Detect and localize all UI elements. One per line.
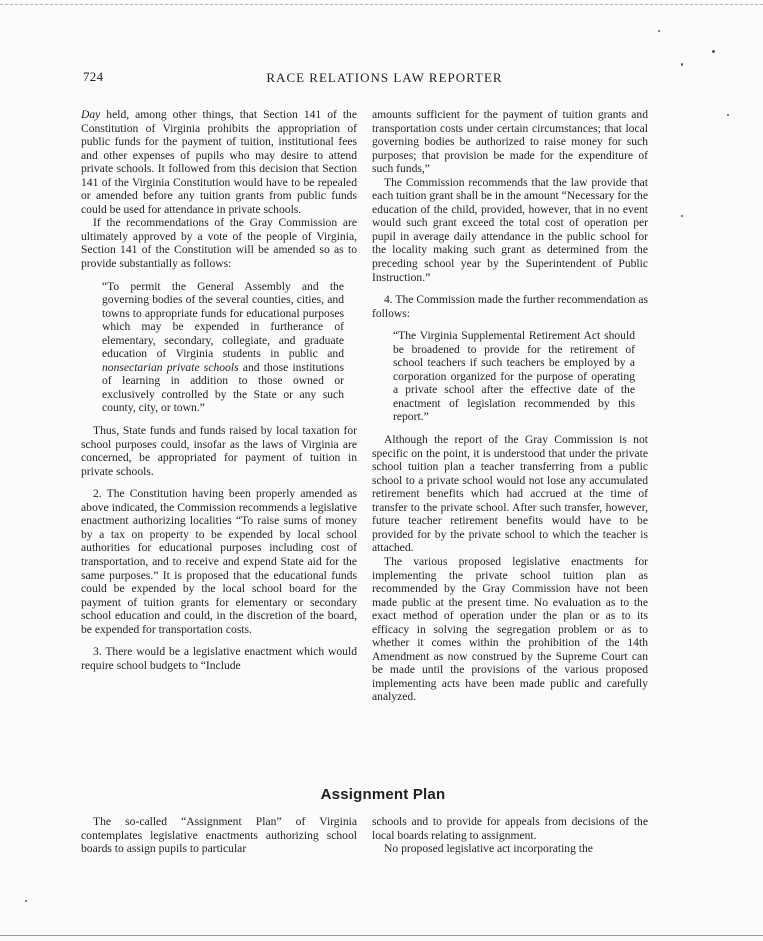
section-left-column	[81, 815, 357, 856]
running-head: RACE RELATIONS LAW REPORTER	[266, 70, 503, 85]
page-number: 724	[83, 69, 104, 84]
scan-speck	[727, 114, 729, 116]
paragraph: 2. The Constitution having been properly amended as above indicated, the Commission recommends a legislative enactment authorizing localities “To raise sums of money by a tax on property to be expended by local school authorities for educational purposes including cost of transportation, and to receive and expend State aid for the same purposes.” It is proposed that the educational funds could be expended by the local school board for the payment of tuition grants for elementary or secondary school education and could, in the discretion of the board, be expended for transportation costs.	[81, 487, 357, 636]
scan-speck	[658, 30, 660, 32]
paragraph: 4. The Commission made the further recommendation as follows:	[372, 293, 648, 320]
scan-speck	[681, 63, 683, 66]
paragraph: Thus, State funds and funds raised by local taxation for school purposes could, insofar as the laws of Virginia are concerned, be appropriated for payment of tuition in private schools.	[81, 424, 357, 478]
paragraph: No proposed legislative act incorporating the	[384, 842, 593, 856]
quote-emphasis: nonsectarian private schools	[102, 360, 239, 374]
right-column	[372, 108, 648, 704]
paragraph: 3. There would be a legislative enactment which would require school budgets to “Include	[81, 645, 357, 672]
bottom-rule	[0, 935, 763, 936]
paragraph: amounts sufficient for the payment of tuition grants and transportation costs under certain circumstances; that local governing bodies be authorized to raise money for such purposes; that provision be made for the expenditure of such funds,”	[372, 108, 648, 176]
quote-text: “The Virginia Supplemental Retirement Act should be broadened to provide for the retirement of school teachers if such teachers be employed by a corporation organized for the purpose of operating a private school after the effective date of the enactment of legislation recommended by this report.”	[393, 329, 635, 424]
case-name-italic: Day	[81, 108, 101, 121]
paragraph: If the recommendations of the Gray Commission are ultimately approved by a vote of the people of Virginia, Section 141 of the Constitution will be amended so as to provide substantially as follows:	[81, 216, 357, 271]
section-heading: Assignment Plan	[320, 786, 446, 803]
scan-speck	[25, 900, 27, 902]
paragraph: The Commission recommends that the law provide that each tuition grant shall be in the amount “Necessary for the education of the child, provided, however, that in no event would such grant exceed the total cost of operation per pupil in average daily attendance in the public school for the locality making such grant as determined from the preceding school year by the Superintendent of Public Instruction.”	[372, 175, 648, 284]
quote-text	[102, 280, 344, 415]
paragraph-text: held, among other things, that Section 141 of the Constitution of Virginia prohibits the appropriation of public funds for the payment of tuition, institutional fees and other expenses of pupils who may desire to attend private schools. It followed from this decision that Section 141 of the Virginia Constitution would have to be repealed or amended before any tuition grants from public funds could be used for attendance in private schools.	[81, 108, 357, 216]
quote-text-part: and those institutions of learning in addition to those owned or exclusively controlled by the State or any such county, city, or town.”	[102, 360, 344, 415]
section-right-column	[372, 815, 648, 856]
top-dashed-edge	[0, 4, 763, 5]
scan-speck	[681, 215, 683, 217]
paragraph: The so-called “Assignment Plan” of Virginia contemplates legislative enactments authorizing school boards to assign pupils to particular	[81, 815, 357, 856]
quote-text-part: “To permit the General Assembly and the governing bodies of the several counties, cities, and towns to appropriate funds for educational purposes which may be expended in furtherance of elementary, secondary, collegiate, and graduate education of Virginia students in public and	[102, 279, 344, 361]
scan-speck	[712, 50, 715, 53]
block-quote	[102, 280, 344, 415]
block-quote	[393, 329, 635, 424]
paragraph: schools and to provide for appeals from decisions of the local boards relating to assignment.	[372, 815, 648, 842]
paragraph: The various proposed legislative enactments for implementing the private school tuition plan as recommended by the Gray Commission have not been made public at the present time. No evaluation as to the exact method of operation under the plan or as to its efficacy in solving the segregation problem or as to whether it comes within the prohibition of the 14th Amendment as now construed by the Supreme Court can be made until the provisions of the various proposed implementing acts have been made public and carefully analyzed.	[372, 554, 648, 704]
paragraph: Although the report of the Gray Commission is not specific on the point, it is understood that under the private school tuition plan a teacher transferring from a public school to a private school would not lose any accumulated retirement benefits which had accrued at the time of transfer to the private school. After such transfer, however, future teacher retirement benefits would have to be provided for by the private school to which the teacher is attached.	[372, 433, 648, 555]
paragraph	[81, 108, 357, 216]
left-column	[81, 108, 357, 672]
